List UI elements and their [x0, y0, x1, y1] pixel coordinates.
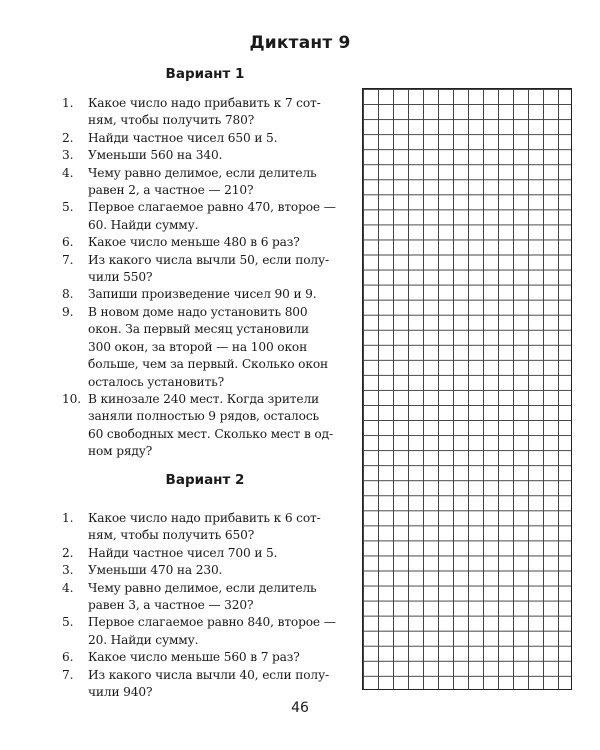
task-text: Найди частное чисел 700 и 5. [88, 545, 278, 560]
task-item [62, 391, 352, 461]
task-item [62, 580, 352, 615]
task-text: Из какого числа вычли 50, если полу- чили 550? [88, 252, 329, 285]
task-item [62, 130, 352, 147]
task-item [62, 95, 352, 130]
task-number: 7. [62, 252, 74, 267]
task-text: Какое число надо прибавить к 7 сот- ням, чтобы получить 780? [88, 96, 321, 128]
task-item [62, 545, 352, 562]
answer-grid [362, 88, 572, 690]
task-item [62, 234, 352, 251]
task-text: Запиши произведение чисел 90 и 9. [88, 287, 317, 302]
task-item [62, 614, 352, 649]
task-item [62, 649, 352, 666]
task-number: 1. [62, 96, 74, 110]
task-number: 2. [62, 545, 74, 560]
task-item [62, 165, 352, 200]
task-number: 7. [62, 667, 74, 682]
task-text: Уменьши 560 на 340. [88, 148, 223, 163]
task-text: Из какого числа вычли 40, если полу- чили 940? [88, 667, 329, 700]
task-text: В новом доме надо установить 800 окон. За первый месяц установили 300 окон, за второй — на 100 окон больше, чем за первый. Сколько окон осталось установить? [88, 304, 328, 389]
task-item [62, 147, 352, 164]
task-number: 4. [62, 580, 74, 595]
task-text: Уменьши 470 на 230. [88, 563, 223, 578]
task-item [62, 667, 352, 702]
task-number: 10. [62, 391, 81, 406]
task-text: Чему равно делимое, если делитель равен 2, а частное — 210? [88, 165, 317, 198]
task-number: 5. [62, 615, 74, 630]
task-number: 6. [62, 650, 74, 665]
variant-2-heading: Вариант 2 [165, 472, 245, 488]
task-text: Какое число меньше 560 в 7 раз? [88, 650, 300, 665]
task-text: В кинозале 240 мест. Когда зрители заняли полностью 9 рядов, осталось 60 свободных мест. Сколько мест в од- ном ряду? [88, 391, 333, 459]
task-item [62, 510, 352, 545]
task-number: 8. [62, 287, 74, 302]
task-item [62, 252, 352, 287]
variant-1-task-list [62, 95, 352, 461]
task-text: Чему равно делимое, если делитель равен 3, а частное — 320? [88, 580, 317, 613]
task-number: 5. [62, 200, 74, 215]
task-number: 9. [62, 304, 74, 319]
task-text: Какое число меньше 480 в 6 раз? [88, 235, 300, 250]
task-number: 6. [62, 235, 74, 250]
variant-1-heading: Вариант 1 [165, 66, 245, 82]
task-item [62, 562, 352, 579]
task-text: Найди частное чисел 650 и 5. [88, 130, 278, 145]
task-number: 3. [62, 563, 74, 578]
page-number: 46 [291, 700, 309, 716]
task-number: 4. [62, 165, 74, 180]
task-text: Какое число надо прибавить к 6 сот- ням, чтобы получить 650? [88, 511, 321, 543]
task-number: 2. [62, 130, 74, 145]
task-item [62, 304, 352, 391]
task-text: Первое слагаемое равно 840, второе — 20. Найди сумму. [88, 615, 336, 647]
page-title: Диктант 9 [249, 33, 351, 53]
variant-2-task-list [62, 510, 352, 701]
task-number: 1. [62, 511, 74, 525]
task-number: 3. [62, 148, 74, 163]
task-text: Первое слагаемое равно 470, второе — 60. Найди сумму. [88, 200, 336, 232]
task-item [62, 286, 352, 303]
task-item [62, 199, 352, 234]
